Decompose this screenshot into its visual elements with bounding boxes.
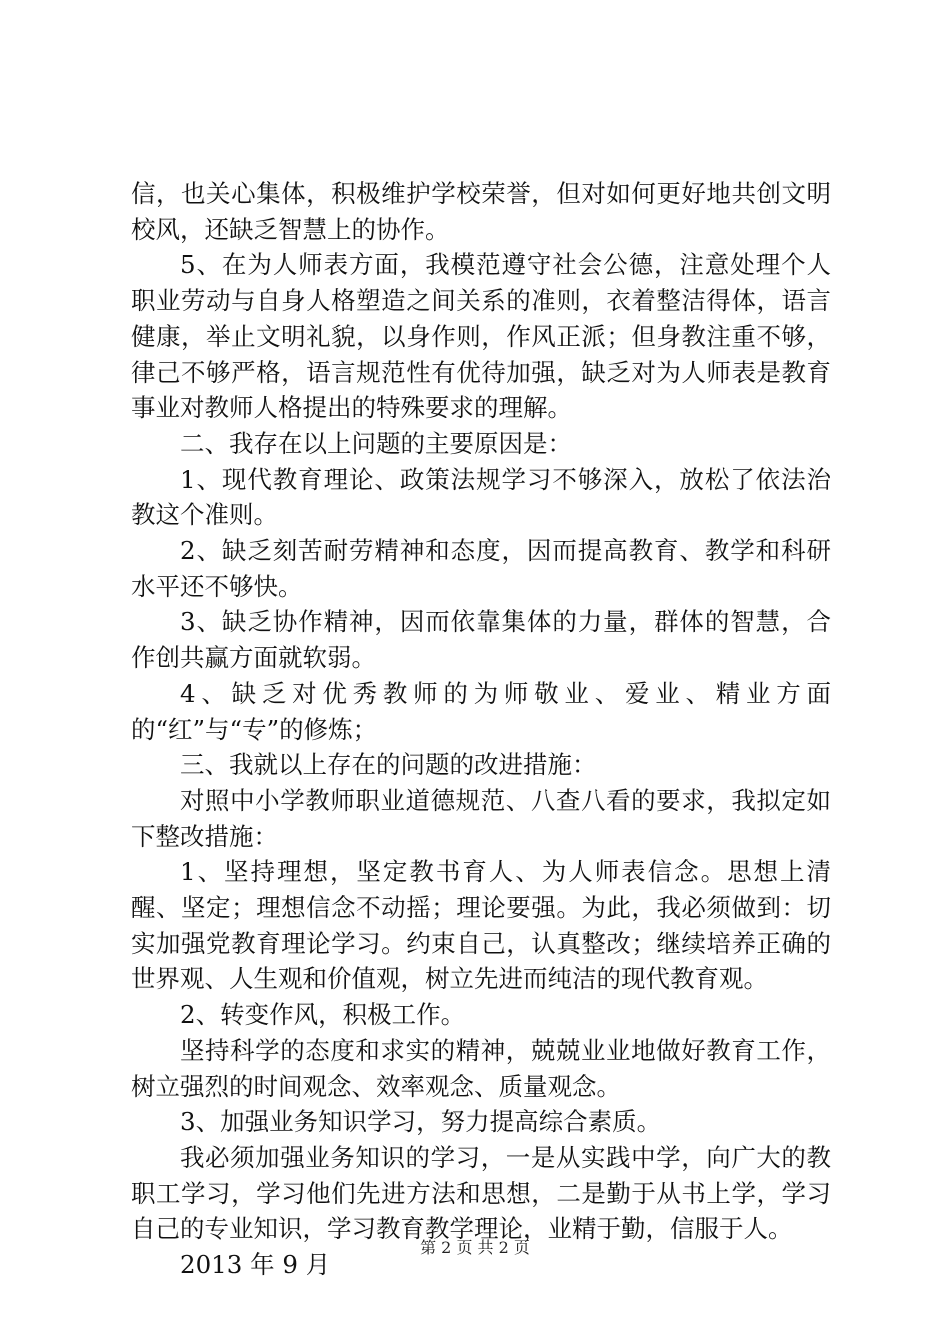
measure-3: 3、加强业务知识学习，努力提高综合素质。: [180, 1107, 662, 1137]
measure-2-detail: 坚持科学的态度和求实的精神，兢兢业业地做好教育工作，树立强烈的时间观念、效率观念、质量观念。: [131, 1035, 831, 1101]
reason-4: 4、缺乏对优秀教师的为师敬业、爱业、精业方面的“红”与“专”的修炼；: [131, 678, 831, 744]
document-body: [131, 176, 831, 1283]
reason-1: 1、现代教育理论、政策法规学习不够深入，放松了依法治教这个准则。: [131, 464, 831, 530]
section-heading-2: 二、我存在以上问题的主要原因是：: [180, 428, 572, 458]
measure-3-detail: 我必须加强业务知识的学习，一是从实践中学，向广大的教职工学习，学习他们先进方法和思想，二是勤于从书上学，学习自己的专业知识，学习教育教学理论，业精于勤，信服于人。: [131, 1142, 831, 1244]
document-date: 2013 年 9 月: [180, 1250, 331, 1280]
page-number-footer: 第 2 页 共 2 页: [420, 1238, 530, 1257]
section-heading-3: 三、我就以上存在的问题的改进措施：: [180, 750, 597, 780]
paragraph-continuation: 信，也关心集体，积极维护学校荣誉，但对如何更好地共创文明校风，还缺乏智慧上的协作。: [131, 179, 831, 244]
measures-intro: 对照中小学教师职业道德规范、八查八看的要求，我拟定如下整改措施：: [131, 785, 831, 851]
measure-1: 1、坚持理想，坚定教书育人、为人师表信念。思想上清醒、坚定；理想信念不动摇；理论要强。为此，我必须做到：切实加强党教育理论学习。约束自己，认真整改；继续培养正确的世界观、人生观和价值观，树立先进而纯洁的现代教育观。: [131, 857, 831, 994]
reason-2: 2、缺乏刻苦耐劳精神和态度，因而提高教育、教学和科研水平还不够快。: [131, 536, 831, 601]
reason-3: 3、缺乏协作精神，因而依靠集体的力量，群体的智慧，合作创共赢方面就软弱。: [131, 607, 831, 673]
measure-2: 2、转变作风，积极工作。: [180, 1000, 466, 1030]
paragraph-point-5: 5、在为人师表方面，我模范遵守社会公德，注意处理个人职业劳动与自身人格塑造之间关系的准则，衣着整洁得体，语言健康，举止文明礼貌，以身作则，作风正派；但身教注重不够，律己不够严格，语言规范性有优待加强，缺乏对为人师表是教育事业对教师人格提出的特殊要求的理解。: [131, 250, 831, 423]
